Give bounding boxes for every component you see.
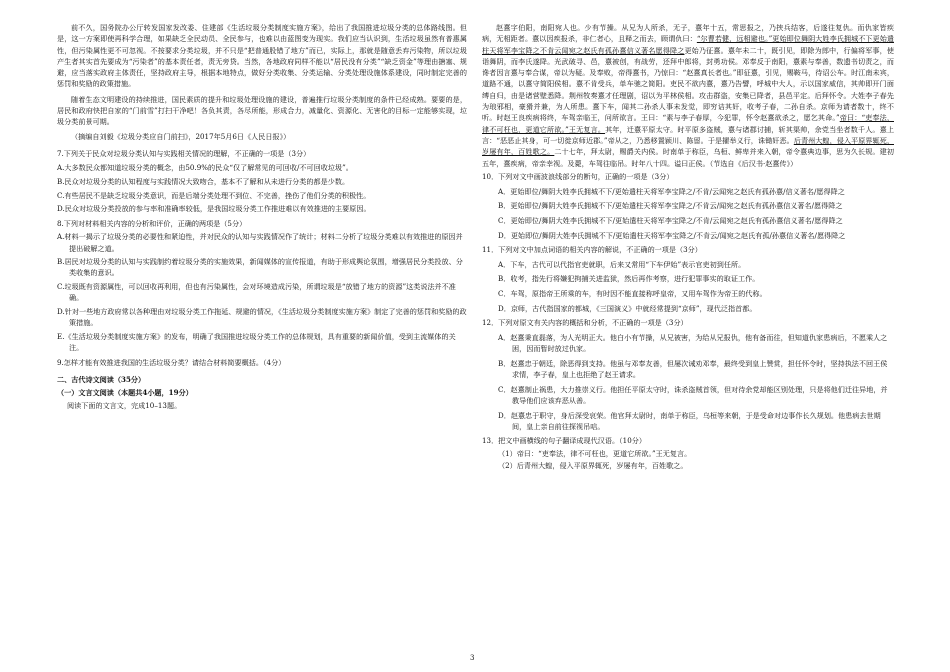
question-7-stem: 7.下列关于民众对垃圾分类认知与实践相关情况的理解，不正确的一项是（3分） bbox=[57, 149, 311, 159]
passage-underlined-sentence-2: 后青州大蝗，侵入平原界辄死，岁屡有年，百姓歌之。 bbox=[482, 135, 894, 157]
question-12-option-d: D．赵憙忠于职守，身后深受哀荣。他官拜太尉时，南单于称臣，乌桓等来朝，于是受命对边事作长久规划。他患病去世期间，皇上亲自前往探视吊唁。 bbox=[498, 410, 881, 431]
question-12-option-b: B．赵憙忠于朝廷，除恶得到支持。他虽与邓奉友善，但屡次诫劝邓奉，最终受到皇上赞赏，担任怀令时，坚持执法不回王侯求情，李子春，皇上也拒绝了赵王请求。 bbox=[498, 358, 888, 379]
question-7-option-d: D.民众对垃圾分类投放的参与率和准确率较低，是我国垃圾分类工作推进难以有效推进的主要原因。 bbox=[57, 204, 371, 214]
question-10-stem: 10．下列对文中画波浪线部分的断句，正确的一项是（3分） bbox=[482, 171, 674, 181]
passage-wavy-line-sentence: “尔曹若健，远相避也。”更始即位舞阴大姓李氏拥城不下更始遣柱天将军李宝降之不肯云闻宛之赵氏有孤孙憙信义著名愿得降之 bbox=[482, 34, 894, 55]
question-11-option-a: A．下车，古代可以代指官吏就职，后来又常用“下车伊始”表示官吏初到任所。 bbox=[498, 259, 746, 269]
question-10-option-a: A．更始即位/舞阴大姓李氏拥城不下/更始遣柱天将军李宝降之/不肯/云闻宛之赵氏有孤孙憙/信义著名/愿得降之 bbox=[498, 186, 845, 196]
question-12-option-c: C．赵憙制止祸患，大力推崇义行。他担任平原太守时，诛杀盗贼首领，但对待余党却能区别处理，只是将他们迁往异地，并教导他们应该弃恶从善。 bbox=[498, 384, 888, 405]
question-11-option-b: B．收考，指先行将嫌犯拘捕关进监狱，然后再作考察，进行犯罪事实的取证工作。 bbox=[498, 274, 760, 284]
passage-part-5: 其年，迁憙平原太守。时平原多盗贼，憙与诸郡讨捕，斩其渠帅，余党当坐者数千人。憙上言：“恶恶止其身，可一切徙京师近郡。”帝从之，乃悉移置颍川、陈留。于是擢举义行，诛锄奸恶。 bbox=[482, 124, 895, 145]
question-13-sentence-2: （2）后青州大蝗，侵入平原界辄死，岁屡有年，百姓歌之。 bbox=[498, 461, 688, 471]
question-9-stem: 9.怎样才能有效推进我国的生活垃圾分类？请结合材料简要概括。（4分） bbox=[57, 357, 286, 367]
question-8-option-e: E.《生活垃圾分类制度实施方案》的发布，明确了我国推进垃圾分类工作的总体规划，具有重要的新闻价值，受到主流媒体的关注。 bbox=[57, 332, 456, 353]
question-12-option-a: A．赵憙秉直磊落，为人光明正大。他白小有节操，从兄被害，为给从兄报仇，他有备而往，但知道仇家患病后，不愿乘人之困，因而暂时放过仇家。 bbox=[498, 332, 888, 353]
question-11-option-c: C．车驾，原指帝王所乘的车，有时因不能直接称呼皇帝，又用车驾作为帝王的代称。 bbox=[498, 288, 767, 298]
question-13-sentence-1: （1）帝曰：“吏奉法，律不可枉也，更道它所欲。”王无复言。 bbox=[498, 448, 692, 458]
classical-passage bbox=[482, 22, 894, 169]
passage-part-7: 二十七年，拜太尉，赐爵关内侯。时南单于称臣，乌桓、鲜卑并来入朝，帝令憙典边事，思为久长规。建初五年，憙疾病，帝亲幸视。及薨，车驾往临吊。时年八十四。谥曰正侯。（节选自《后汉书·赵憙传》） bbox=[482, 147, 895, 168]
question-7-option-c: C.有些居民不是缺乏垃圾分类意识，而是后端分类处理不到位、不完善，挫伤了他们分类的积极性。 bbox=[57, 190, 371, 200]
question-8-option-c: C.垃圾既有资源属性，可以回收再利用，但也有污染属性，会对环境造成污染，所谓垃圾是“放错了地方的资源”这类说法并不准确。 bbox=[57, 282, 456, 303]
section-classical-chinese-title: （一）文言文阅读（本题共4小题，19分） bbox=[57, 387, 193, 397]
right-column bbox=[482, 22, 894, 471]
question-8-option-d: D.针对一些地方政府常以各种理由对垃圾分类工作拖延、规避的情况，《生活垃圾分类制度实施方案》制定了完善的惩罚和奖励的政策措施。 bbox=[57, 307, 467, 328]
second-paragraph: 随着生态文明建设的持续推进，国民素质的提升和垃圾处理设施的建设，普遍推行垃圾分类制度的条件已经成熟。要要的是，居民和政府快把自家的“门前雪”打扫干净吧！各负其责，各尽所能，形成合力，减量化、资源化、无害化的目标一定能够实现，垃圾分类前景可期。 bbox=[57, 94, 467, 127]
passage-part-1: 赵憙字伯阳，南阳宛人也。少有节操。从兄为人所杀，无子，憙年十五，常思报之，乃挟兵结客，后遂往复仇。而仇家皆疾病，无相距者。憙以因疾报杀，非仁者心，且释之而去，顾谓仇曰： bbox=[482, 23, 894, 44]
passage-underlined-sentence-1: 帝曰：“吏奉法，律不可枉也，更道它所欲。”王无复言。 bbox=[482, 113, 894, 134]
question-8-option-b: B.居民对垃圾分类的认知与实践制约着垃圾分类的实施效果，新闻媒体的宣传报道，有助于形成舆论氛围，增强居民分类投放、分类收集的意识。 bbox=[57, 257, 463, 278]
page-number: 3 bbox=[470, 654, 475, 662]
intro-paragraph: 前不久，国务院办公厅转发国家发改委、住建部《生活垃圾分类制度实施方案》，给出了我国推进垃圾分类的总体路线图。但是，这一方案即使再科学合理，如果缺乏全民动员、全民参与，也难以由蓝图变为现实。我们应当认识到，生活垃圾虽然有普惠属性，但污染属性更不可忽视。不按要求分类垃圾，并不只是“把普通股错了地方”而已，实际上，那就是随意丢弃污染物，所以垃圾产生者其实首先要成为“污染者”的基本责任者，责无旁贷。当然，各地政府同样不能以“居民没有分类”“缺乏资金”等理由搪塞、规避，应当落实政府主体责任，坚持政府主导，根据本地特点，做好分类收集、分类运输、分类处理设施体系建设，同时制定完善的惩罚和奖励的政策措施。 bbox=[57, 23, 467, 89]
question-13-stem: 13．把文中画横线的句子翻译成现代汉语。（10分） bbox=[482, 436, 646, 446]
question-11-option-d: D．京师，古代指国家的都城，《三国演义》中就经常提到“京师”，现代泛指首都。 bbox=[498, 303, 757, 313]
question-12-stem: 12．下列对原文有关内容的概括和分析，不正确的一项是（3分） bbox=[482, 317, 688, 327]
question-8-option-a: A.材料一揭示了垃圾分类的必要性和紧迫性，并对民众的认知与实践情况作了统计；材料二分析了垃圾分类难以有效推进的原因并提出破解之道。 bbox=[57, 232, 463, 253]
question-7-option-b: B.民众对垃圾分类的认知程度与实践情况大致吻合，基本不了解和从未进行分类的都是少数。 bbox=[57, 176, 350, 186]
question-10-option-d: D．更始即位/舞阴大姓李氏拥城不下/更始遣柱天将军李宝降之/不肯云/闻宛之赵氏有孤/孙憙信义著名/愿得降之 bbox=[498, 230, 846, 240]
question-10-option-b: B．更始即位/舞阴大姓李氏拥城不下/更始遣柱天将军李宝降之/不肯云/闻宛之赵氏有孤孙憙信义著名/愿得降之 bbox=[498, 201, 843, 211]
article-source: （摘编自刘毅《垃圾分类应自门前扫》，2017年5月6日《人民日报》） bbox=[71, 131, 291, 141]
reading-instruction: 阅读下面的文言文，完成10–13题。 bbox=[67, 400, 182, 410]
question-11-stem: 11．下列对文中加点词语的相关内容的解说，不正确的一项是（3分） bbox=[482, 244, 702, 254]
passage-part-3: 更始乃征憙。憙年未二十，既引见，即除为郎中，行偏将军事，使诣舞阴，而李氏遂降。光武破寻、邑，憙被创，有战劳，还拜中郎将，封勇功侯。邓奉反于南阳，憙素与奉善，数遗书切责之，而谗者因言憙与奉合谋，帝以为疑。及奉败，帝得憙书，乃惊曰：“赵憙真长者也。”即征憙，引见，赐鞍马，待诏公车。时江南未宾，道路不通，以憙守简阳侯相。憙不肯受兵，单车驰之简阳。吏民不欲内憙，憙乃告譬，呼城中大人，示以国家威信，其帅即开门面缚自归，由是诸营壁悉降。荆州牧奏憙才任理剧，诏以为平林侯相。攻击群盗，安集已降者，县邑平定。后拜怀令。大姓李子春先为琅邪相，豪猾并兼，为人所患。憙下车，闻其二孙杀人事未发觉，即穷诘其奸，收考子春，二孙自杀。京师为请者数十，终不听。时赵王良疾病将终，车驾亲临王，问所欲言。王曰：“素与李子春厚，今犯罪，怀令赵憙欲杀之，愿乞其命。” bbox=[482, 45, 895, 123]
question-10-option-c: C．更始即位/舞阴大姓李氏拥城不下/更始遣柱天将军李宝降之/不肯/云闻宛之赵氏有孤孙憙信义著名/愿得降之 bbox=[498, 215, 843, 225]
section-ancient-reading-title: 二、古代诗文阅读（35分） bbox=[57, 375, 146, 385]
left-column bbox=[57, 22, 467, 411]
question-7-option-a: A.大多数民众都知道垃圾分类的概念，由50.9%的民众“仅了解常见的可回收/不可回收垃圾”。 bbox=[57, 163, 353, 173]
question-8-stem: 8.下列对材料相关内容的分析和评价，正确的两项是（5分） bbox=[57, 218, 247, 228]
